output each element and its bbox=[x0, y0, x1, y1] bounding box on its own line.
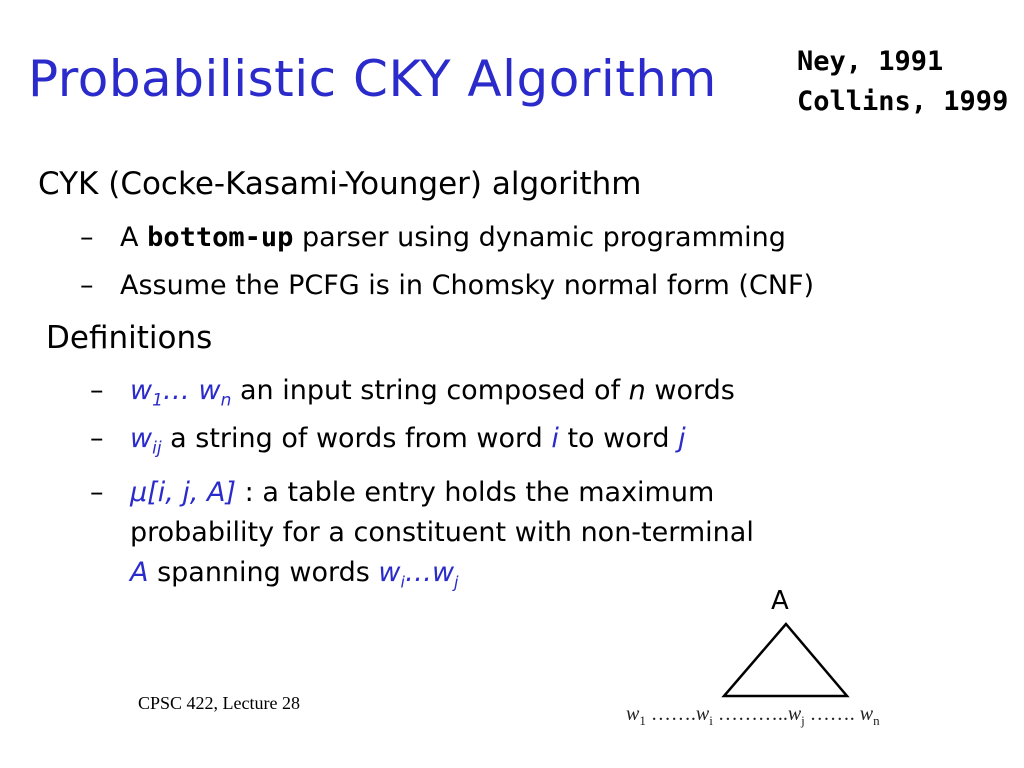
cyk-bullet-cnf: – Assume the PCFG is in Chomsky normal form (CNF) bbox=[80, 270, 815, 301]
bullet-dash: – bbox=[90, 477, 104, 508]
bullet-dash: – bbox=[80, 222, 94, 253]
cyk-bullet-bottom-up: – A bottom-up parser using dynamic programming bbox=[80, 222, 786, 253]
def-table-entry: – μ[i, j, A] : a table entry holds the maximum probability for a constituent with non-terminal A spanning words $w_i\dots w_j$ bbox=[90, 473, 754, 602]
bold-bottom-up: bottom-up bbox=[147, 222, 294, 253]
diagram-word-sequence: $w_1$ $\dots\dots.w_i$ $\dots\dots\dots..w_j$ ……. $w_n$ bbox=[626, 703, 880, 728]
definitions-heading: Definitions bbox=[46, 320, 213, 356]
citation-collins: Collins, 1999 bbox=[797, 86, 1009, 117]
bullet-dash: – bbox=[90, 423, 104, 454]
cyk-heading: CYK (Cocke-Kasami-Younger) algorithm bbox=[38, 166, 642, 202]
citation-ney: Ney, 1991 bbox=[797, 46, 944, 77]
diagram-root-label: A bbox=[771, 586, 789, 616]
span-triangle bbox=[724, 624, 847, 696]
slide-footer: CPSC 422, Lecture 28 bbox=[138, 693, 300, 713]
def-input-string: – $w_1\dots$ $w_n$ an input string composed of n words bbox=[90, 375, 735, 411]
def-substring: – $w_{ij}$ a string of words from word i to word j bbox=[90, 423, 686, 459]
bullet-dash: – bbox=[80, 270, 94, 301]
bullet-dash: – bbox=[90, 375, 104, 406]
slide-title: Probabilistic CKY Algorithm bbox=[28, 50, 717, 108]
